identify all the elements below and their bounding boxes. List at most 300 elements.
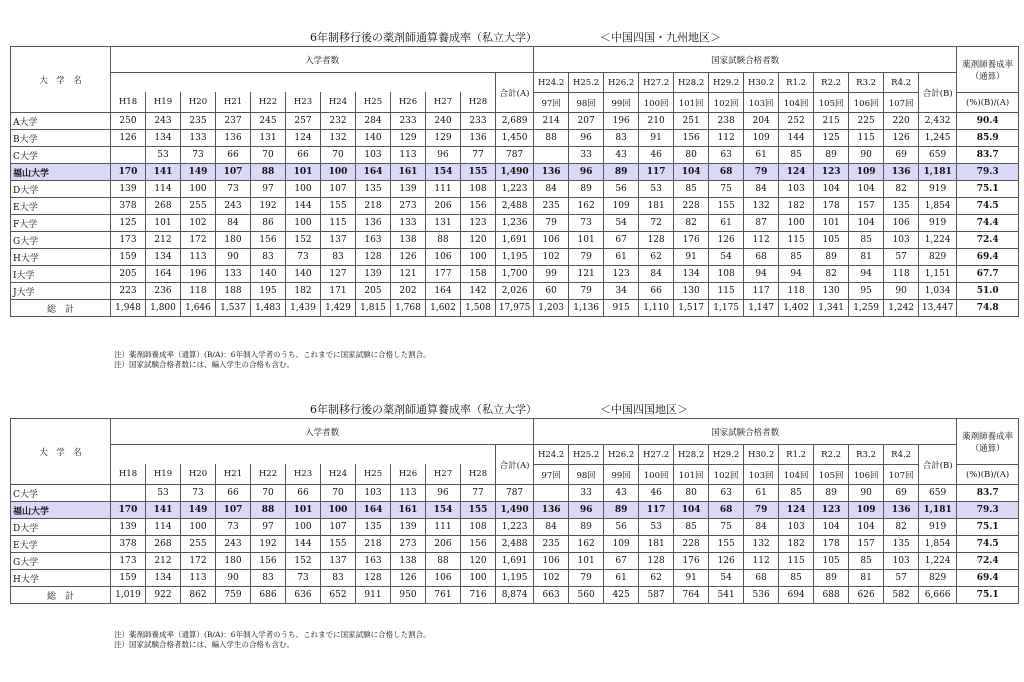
passers-cell: 79 [744, 164, 779, 181]
exam-round-header: 107回 [884, 93, 919, 113]
passers-cell: 57 [884, 249, 919, 266]
passers-cell: 43 [604, 485, 639, 502]
passers-cell: 123 [814, 164, 849, 181]
passers-cell: 69 [884, 147, 919, 164]
entrants-cell: 70 [321, 147, 356, 164]
total-a-cell: 1,236 [496, 215, 534, 232]
exam-year-header: H25.2 [569, 73, 604, 93]
total-b-cell: 13,447 [919, 300, 957, 317]
entrant-year-header: H26 [391, 92, 426, 112]
passers-cell: 56 [604, 181, 639, 198]
entrants-cell: 240 [426, 113, 461, 130]
entrants-cell: 1,815 [356, 300, 391, 317]
table-row [11, 266, 1019, 283]
exam-year-header: R4.2 [884, 445, 919, 465]
passers-cell: 90 [849, 147, 884, 164]
rate-cell: 72.4 [957, 232, 1019, 249]
table-row [11, 147, 1019, 164]
rate-cell: 74.5 [957, 198, 1019, 215]
entrants-cell: 135 [356, 519, 391, 536]
passers-cell: 112 [709, 130, 744, 147]
university-name: I大学 [11, 266, 111, 283]
passers-cell: 1,136 [569, 300, 604, 317]
passers-cell: 82 [884, 181, 919, 198]
exam-year-header: R4.2 [884, 73, 919, 93]
passers-cell: 102 [534, 570, 569, 587]
entrants-cell: 137 [321, 232, 356, 249]
entrant-year-header: H23 [286, 464, 321, 484]
passers-cell: 104 [674, 502, 709, 519]
exam-header: 国家試験合格者数 [534, 419, 957, 445]
passers-cell: 104 [814, 519, 849, 536]
passers-cell: 84 [534, 519, 569, 536]
entrants-cell: 233 [461, 113, 496, 130]
entrants-cell: 125 [111, 215, 146, 232]
total-b-cell: 1,854 [919, 198, 957, 215]
university-name: H大学 [11, 570, 111, 587]
entrant-year-header: H21 [216, 464, 251, 484]
entrants-cell: 90 [216, 570, 251, 587]
passers-cell: 67 [604, 232, 639, 249]
passers-cell: 54 [604, 215, 639, 232]
header-row [11, 419, 1019, 445]
note-1: 注）薬剤師養成率（通算）(B/A)：6年制入学者のうち、これまでに国家試験に合格した割合。 [114, 350, 431, 359]
entrants-cell: 73 [181, 147, 216, 164]
total-a-cell: 1,195 [496, 570, 534, 587]
passers-cell: 157 [849, 536, 884, 553]
passers-cell: 104 [849, 181, 884, 198]
exam-year-header: H30.2 [744, 445, 779, 465]
entrants-cell: 156 [251, 232, 286, 249]
passers-cell: 136 [534, 502, 569, 519]
years-spacer [111, 73, 496, 113]
entrants-cell: 243 [146, 113, 181, 130]
entrants-cell: 86 [251, 215, 286, 232]
entrants-cell: 164 [356, 502, 391, 519]
rate-table [10, 46, 1019, 317]
exam-round-header: 102回 [709, 465, 744, 485]
rate-cell: 75.1 [957, 587, 1019, 604]
header-row [11, 445, 1019, 465]
total-a-cell: 1,691 [496, 232, 534, 249]
entrants-cell: 235 [181, 113, 216, 130]
entrant-year-header: H27 [426, 92, 461, 112]
entrant-year-header: H23 [286, 92, 321, 112]
entrants-cell: 107 [216, 502, 251, 519]
exam-round-header: 101回 [674, 465, 709, 485]
passers-cell: 53 [639, 519, 674, 536]
entrants-cell: 133 [216, 266, 251, 283]
passers-cell: 103 [884, 232, 919, 249]
passers-cell: 82 [884, 519, 919, 536]
entrants-cell: 255 [181, 198, 216, 215]
exam-round-header: 99回 [604, 465, 639, 485]
rate-cell: 51.0 [957, 283, 1019, 300]
total-b-cell: 659 [919, 147, 957, 164]
entrants-cell: 636 [286, 587, 321, 604]
passers-cell: 228 [674, 536, 709, 553]
entrants-cell: 273 [391, 198, 426, 215]
entrants-cell: 761 [426, 587, 461, 604]
entrants-cell: 218 [356, 536, 391, 553]
entrants-cell: 114 [146, 519, 181, 536]
entrants-cell: 163 [356, 232, 391, 249]
exam-round-header: 100回 [639, 465, 674, 485]
entrants-cell: 118 [181, 283, 216, 300]
passers-cell: 688 [814, 587, 849, 604]
passers-cell: 587 [639, 587, 674, 604]
entrant-year-header: H19 [146, 92, 181, 112]
total-a-header: 合計(A) [496, 445, 534, 485]
entrants-cell: 232 [321, 113, 356, 130]
notes [114, 630, 431, 650]
passers-cell: 126 [884, 130, 919, 147]
university-name: H大学 [11, 249, 111, 266]
entrants-cell: 83 [251, 249, 286, 266]
passers-cell: 215 [814, 113, 849, 130]
passers-cell: 82 [674, 215, 709, 232]
entrants-cell: 192 [251, 198, 286, 215]
entrants-cell: 111 [426, 519, 461, 536]
passers-cell: 101 [814, 215, 849, 232]
total-b-cell: 1,151 [919, 266, 957, 283]
table-title: 6年制移行後の薬剤師通算養成率（私立大学） [310, 31, 537, 44]
entrants-cell: 124 [286, 130, 321, 147]
passers-cell: 89 [569, 519, 604, 536]
table-row [11, 519, 1019, 536]
passers-cell: 1,203 [534, 300, 569, 317]
passers-cell: 79 [569, 570, 604, 587]
passers-cell: 132 [744, 536, 779, 553]
passers-cell: 108 [709, 266, 744, 283]
rate-cell: 72.4 [957, 553, 1019, 570]
total-b-cell: 1,224 [919, 553, 957, 570]
entrants-cell: 88 [426, 232, 461, 249]
rate-cell: 67.7 [957, 266, 1019, 283]
exam-round-header: 97回 [534, 93, 569, 113]
entrant-year-header: H22 [251, 464, 286, 484]
entrants-cell: 101 [286, 164, 321, 181]
passers-cell: 207 [569, 113, 604, 130]
total-a-cell: 1,700 [496, 266, 534, 283]
entrants-cell: 66 [216, 485, 251, 502]
passers-cell: 91 [639, 130, 674, 147]
passers-cell: 94 [849, 266, 884, 283]
passers-cell: 162 [569, 536, 604, 553]
entrants-cell: 250 [111, 113, 146, 130]
exam-year-header: H27.2 [639, 445, 674, 465]
rate-cell: 74.5 [957, 536, 1019, 553]
entrants-cell: 144 [286, 536, 321, 553]
exam-year-header: R3.2 [849, 445, 884, 465]
total-b-cell: 829 [919, 249, 957, 266]
passers-cell: 68 [709, 502, 744, 519]
entrants-cell: 73 [181, 485, 216, 502]
university-name: D大学 [11, 519, 111, 536]
header-row [11, 47, 1019, 73]
entrant-years [111, 464, 495, 484]
passers-cell: 117 [639, 502, 674, 519]
passers-cell [534, 485, 569, 502]
entrants-cell: 911 [356, 587, 391, 604]
entrants-cell: 180 [216, 232, 251, 249]
passers-cell: 53 [639, 181, 674, 198]
entrants-cell: 173 [111, 232, 146, 249]
entrants-cell: 161 [391, 502, 426, 519]
entrants-cell: 90 [216, 249, 251, 266]
entrants-cell: 83 [321, 570, 356, 587]
exam-year-header: R1.2 [779, 445, 814, 465]
passers-cell: 915 [604, 300, 639, 317]
exam-round-header: 97回 [534, 465, 569, 485]
passers-cell: 106 [884, 215, 919, 232]
passers-cell: 82 [814, 266, 849, 283]
entrants-cell: 233 [391, 113, 426, 130]
passers-cell: 84 [639, 266, 674, 283]
total-b-cell: 919 [919, 215, 957, 232]
passers-cell: 95 [849, 283, 884, 300]
entrant-years [111, 92, 495, 112]
passers-cell: 62 [639, 249, 674, 266]
passers-cell: 99 [534, 266, 569, 283]
passers-cell: 176 [674, 232, 709, 249]
passers-cell: 103 [779, 181, 814, 198]
entrants-cell: 284 [356, 113, 391, 130]
passers-cell: 75 [709, 519, 744, 536]
passers-cell: 109 [849, 164, 884, 181]
entrants-cell: 155 [321, 536, 356, 553]
total-a-cell: 1,490 [496, 502, 534, 519]
table-row [11, 502, 1019, 519]
passers-cell: 105 [814, 232, 849, 249]
exam-round-header: 100回 [639, 93, 674, 113]
passers-cell: 251 [674, 113, 709, 130]
exam-year-header: H26.2 [604, 73, 639, 93]
entrants-cell: 188 [216, 283, 251, 300]
passers-cell: 89 [814, 570, 849, 587]
exam-year-header: H30.2 [744, 73, 779, 93]
entrants-cell: 236 [146, 283, 181, 300]
passers-cell: 136 [884, 502, 919, 519]
table-row [11, 198, 1019, 215]
rate-cell: 83.7 [957, 147, 1019, 164]
rate-header: 薬剤師養成率（通算） [957, 47, 1019, 93]
passers-cell: 425 [604, 587, 639, 604]
university-name: A大学 [11, 113, 111, 130]
entrants-cell: 100 [286, 215, 321, 232]
passers-cell: 89 [814, 147, 849, 164]
entrants-cell: 154 [426, 164, 461, 181]
entrants-cell: 144 [286, 198, 321, 215]
entrant-year-header: H26 [391, 464, 426, 484]
entrants-cell: 73 [216, 519, 251, 536]
passers-cell: 182 [779, 536, 814, 553]
entrants-cell: 139 [111, 181, 146, 198]
table-row [11, 130, 1019, 147]
entrants-cell: 159 [111, 249, 146, 266]
entrants-cell: 88 [426, 553, 461, 570]
total-a-cell: 1,450 [496, 130, 534, 147]
passers-cell: 124 [779, 502, 814, 519]
entrants-cell: 862 [181, 587, 216, 604]
entrants-cell: 128 [356, 570, 391, 587]
total-b-cell: 659 [919, 485, 957, 502]
entrants-cell: 136 [216, 130, 251, 147]
passers-cell: 68 [709, 164, 744, 181]
entrants-cell: 136 [461, 130, 496, 147]
rate-header: 薬剤師養成率（通算） [957, 419, 1019, 465]
exam-year-header: R2.2 [814, 73, 849, 93]
entrants-cell: 1,019 [111, 587, 146, 604]
passers-cell: 63 [709, 485, 744, 502]
passers-cell: 85 [849, 232, 884, 249]
passers-cell: 68 [744, 249, 779, 266]
exam-year-header: H24.2 [534, 73, 569, 93]
passers-cell: 85 [849, 553, 884, 570]
passers-cell: 89 [604, 164, 639, 181]
university-header: 大 学 名 [11, 47, 111, 113]
total-b-cell: 1,034 [919, 283, 957, 300]
total-a-cell: 1,223 [496, 181, 534, 198]
total-row [11, 300, 1019, 317]
passers-cell: 60 [534, 283, 569, 300]
entrants-cell: 123 [461, 215, 496, 232]
entrants-cell: 129 [391, 130, 426, 147]
entrant-year-header: H18 [111, 464, 146, 484]
entrants-cell: 155 [321, 198, 356, 215]
passers-cell: 75 [709, 181, 744, 198]
passers-cell: 115 [709, 283, 744, 300]
entrants-cell: 149 [181, 164, 216, 181]
table-row [11, 113, 1019, 130]
entrants-cell: 131 [251, 130, 286, 147]
entrants-cell: 101 [286, 502, 321, 519]
rate-cell: 74.8 [957, 300, 1019, 317]
entrants-cell: 139 [111, 519, 146, 536]
university-name: B大学 [11, 130, 111, 147]
total-b-cell: 1,854 [919, 536, 957, 553]
entrant-year-header: H19 [146, 464, 181, 484]
exam-header: 国家試験合格者数 [534, 47, 957, 73]
total-b-cell: 1,224 [919, 232, 957, 249]
total-a-cell: 2,488 [496, 536, 534, 553]
entrant-year-header: H25 [356, 464, 391, 484]
entrants-cell: 137 [321, 553, 356, 570]
passers-cell: 88 [534, 130, 569, 147]
passers-cell: 61 [744, 147, 779, 164]
passers-cell: 46 [639, 147, 674, 164]
entrants-cell: 243 [216, 536, 251, 553]
total-a-cell: 1,490 [496, 164, 534, 181]
rate-cell: 83.7 [957, 485, 1019, 502]
entrants-cell: 100 [286, 181, 321, 198]
table-row [11, 249, 1019, 266]
entrants-cell: 1,948 [111, 300, 146, 317]
passers-cell: 61 [604, 570, 639, 587]
passers-cell: 79 [569, 283, 604, 300]
entrants-cell: 97 [251, 181, 286, 198]
entrants-cell: 156 [251, 553, 286, 570]
passers-cell: 560 [569, 587, 604, 604]
entrants-cell: 173 [111, 553, 146, 570]
total-a-header: 合計(A) [496, 73, 534, 113]
entrants-cell: 164 [426, 283, 461, 300]
exam-year-header: H24.2 [534, 445, 569, 465]
university-name: J大学 [11, 283, 111, 300]
entrants-cell: 134 [146, 249, 181, 266]
entrants-cell: 131 [426, 215, 461, 232]
passers-cell: 46 [639, 485, 674, 502]
entrants-cell: 138 [391, 232, 426, 249]
total-b-cell: 829 [919, 570, 957, 587]
total-a-cell: 8,874 [496, 587, 534, 604]
university-name: G大学 [11, 232, 111, 249]
passers-cell: 1,110 [639, 300, 674, 317]
passers-cell: 61 [709, 215, 744, 232]
passers-cell: 117 [639, 164, 674, 181]
passers-cell: 144 [779, 130, 814, 147]
passers-cell: 196 [604, 113, 639, 130]
total-b-cell: 6,666 [919, 587, 957, 604]
passers-cell: 156 [674, 130, 709, 147]
entrants-cell: 1,483 [251, 300, 286, 317]
university-name: D大学 [11, 181, 111, 198]
rate-cell: 75.1 [957, 519, 1019, 536]
entrants-cell: 161 [391, 164, 426, 181]
entrants-cell: 129 [426, 130, 461, 147]
passers-cell: 136 [534, 164, 569, 181]
passers-cell: 252 [779, 113, 814, 130]
entrants-cell: 1,602 [426, 300, 461, 317]
passers-cell: 91 [674, 570, 709, 587]
entrants-cell: 268 [146, 536, 181, 553]
passers-cell: 103 [779, 519, 814, 536]
entrants-cell: 66 [286, 147, 321, 164]
entrants-cell: 133 [391, 215, 426, 232]
passers-cell: 118 [779, 283, 814, 300]
passers-cell: 125 [814, 130, 849, 147]
region-label: ＜中国四国地区＞ [600, 403, 688, 416]
total-a-cell: 787 [496, 485, 534, 502]
entrants-cell: 218 [356, 198, 391, 215]
entrants-cell: 100 [321, 164, 356, 181]
passers-cell: 34 [604, 283, 639, 300]
passers-cell: 89 [814, 249, 849, 266]
table-row [11, 232, 1019, 249]
entrants-cell: 177 [426, 266, 461, 283]
passers-cell: 155 [709, 198, 744, 215]
total-b-header: 合計(B) [919, 445, 957, 485]
exam-round-header: 98回 [569, 93, 604, 113]
entrants-header: 入学者数 [111, 47, 534, 73]
passers-cell: 57 [884, 570, 919, 587]
exam-round-header: 98回 [569, 465, 604, 485]
entrants-cell: 107 [216, 164, 251, 181]
entrants-cell: 126 [391, 570, 426, 587]
entrants-cell: 132 [321, 130, 356, 147]
entrant-year-header: H27 [426, 464, 461, 484]
entrants-cell: 100 [461, 249, 496, 266]
entrants-cell: 120 [461, 232, 496, 249]
passers-cell: 176 [674, 553, 709, 570]
exam-year-header: R3.2 [849, 73, 884, 93]
passers-cell: 91 [674, 249, 709, 266]
total-a-cell: 1,223 [496, 519, 534, 536]
entrants-cell: 182 [286, 283, 321, 300]
entrants-cell: 53 [146, 485, 181, 502]
exam-year-header: H29.2 [709, 445, 744, 465]
entrants-cell: 108 [461, 519, 496, 536]
